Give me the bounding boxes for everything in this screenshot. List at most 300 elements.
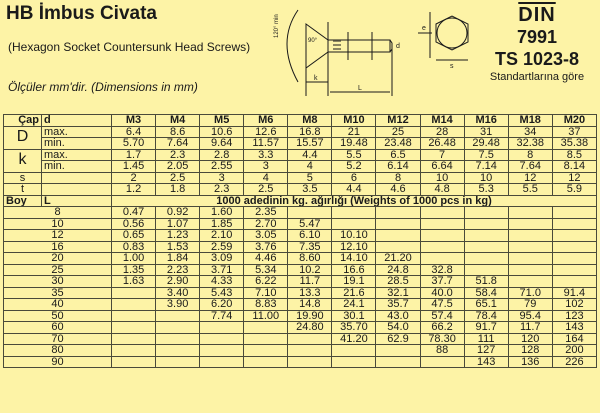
table-cell: 111 — [464, 333, 508, 345]
dimension-row — [4, 126, 597, 138]
table-cell: 26.48 — [420, 138, 464, 150]
table-cell: 4 — [244, 172, 288, 184]
table-cell — [552, 264, 596, 276]
length-value: 70 — [4, 333, 112, 345]
table-cell — [156, 310, 200, 322]
table-cell: 3 — [244, 161, 288, 173]
standard-block — [482, 4, 592, 84]
table-cell: 7 — [420, 149, 464, 161]
table-cell — [112, 345, 156, 357]
table-cell: 4.46 — [244, 253, 288, 265]
length-value: 20 — [4, 253, 112, 265]
dimensions-table — [3, 114, 597, 368]
table-cell: 1.7 — [112, 149, 156, 161]
ts-standard: TS 1023-8 — [494, 49, 580, 69]
table-cell: 66.2 — [420, 322, 464, 334]
table-cell: 32.38 — [508, 138, 552, 150]
table-cell — [376, 356, 420, 368]
table-cell: 2 — [112, 172, 156, 184]
table-cell: 5.2 — [332, 161, 376, 173]
table-cell: 34 — [508, 126, 552, 138]
table-cell — [464, 253, 508, 265]
table-cell: 24.8 — [376, 264, 420, 276]
table-cell: 10.6 — [200, 126, 244, 138]
d-label: d — [42, 115, 112, 127]
table-cell: 0.83 — [112, 241, 156, 253]
size-header: M6 — [244, 115, 288, 127]
table-cell: 29.48 — [464, 138, 508, 150]
length-value: 25 — [4, 264, 112, 276]
dimension-sub: min. — [42, 138, 112, 150]
table-cell — [244, 356, 288, 368]
table-cell: 1.53 — [156, 241, 200, 253]
table-row — [4, 276, 597, 288]
table-cell — [288, 356, 332, 368]
table-cell: 5.70 — [112, 138, 156, 150]
table-cell: 6.4 — [112, 126, 156, 138]
table-cell: 0.92 — [156, 207, 200, 219]
table-cell: 91.4 — [552, 287, 596, 299]
table-cell: 1.85 — [200, 218, 244, 230]
table-cell: 0.56 — [112, 218, 156, 230]
table-cell: 9.64 — [200, 138, 244, 150]
table-cell — [552, 207, 596, 219]
table-cell: 1.23 — [156, 230, 200, 242]
size-header: M20 — [552, 115, 596, 127]
table-cell — [552, 230, 596, 242]
table-cell: 2.3 — [200, 184, 244, 196]
page-title: HB İmbus Civata — [6, 3, 157, 24]
table-cell: 12.10 — [332, 241, 376, 253]
dimension-group: k — [4, 149, 42, 172]
table-cell: 31 — [464, 126, 508, 138]
table-cell — [508, 207, 552, 219]
table-cell: 8.5 — [552, 149, 596, 161]
table-cell: 79 — [508, 299, 552, 311]
table-row — [4, 230, 597, 242]
table-cell: 6.20 — [200, 299, 244, 311]
table-cell — [288, 345, 332, 357]
table-cell: 7.64 — [156, 138, 200, 150]
table-cell: 30.1 — [332, 310, 376, 322]
dimension-group: D — [4, 126, 42, 149]
table-cell — [376, 218, 420, 230]
table-cell: 2.23 — [156, 264, 200, 276]
table-cell — [464, 241, 508, 253]
table-cell: 28 — [420, 126, 464, 138]
table-cell: 11.7 — [508, 322, 552, 334]
table-cell — [552, 276, 596, 288]
table-cell — [112, 356, 156, 368]
table-cell — [200, 345, 244, 357]
size-header: M16 — [464, 115, 508, 127]
table-cell: 35.70 — [332, 322, 376, 334]
table-cell — [420, 356, 464, 368]
size-header: M12 — [376, 115, 420, 127]
table-cell: 3.5 — [288, 184, 332, 196]
table-cell: 7.74 — [200, 310, 244, 322]
table-cell: 28.5 — [376, 276, 420, 288]
table-cell: 12 — [508, 172, 552, 184]
table-cell — [420, 207, 464, 219]
table-cell: 1.07 — [156, 218, 200, 230]
dimension-sub — [42, 172, 112, 184]
table-cell — [332, 356, 376, 368]
L-label: L — [42, 195, 112, 207]
table-cell: 1.2 — [112, 184, 156, 196]
length-value: 35 — [4, 287, 112, 299]
table-cell — [288, 207, 332, 219]
table-cell — [508, 241, 552, 253]
cap-label: Çap — [4, 115, 42, 127]
table-cell: 164 — [552, 333, 596, 345]
length-value: 8 — [4, 207, 112, 219]
size-header: M18 — [508, 115, 552, 127]
screw-technical-drawing — [268, 2, 476, 98]
table-cell — [508, 230, 552, 242]
table-cell: 1.45 — [112, 161, 156, 173]
table-cell: 6.14 — [376, 161, 420, 173]
table-cell: 11.57 — [244, 138, 288, 150]
table-cell: 14.10 — [332, 253, 376, 265]
dimension-row — [4, 138, 597, 150]
table-cell: 0.65 — [112, 230, 156, 242]
table-cell: 1.00 — [112, 253, 156, 265]
table-cell: 11.7 — [288, 276, 332, 288]
table-cell — [552, 253, 596, 265]
table-cell: 5.9 — [552, 184, 596, 196]
size-header: M4 — [156, 115, 200, 127]
dimension-group: t — [4, 184, 42, 196]
table-cell — [420, 230, 464, 242]
L-label: L — [358, 85, 362, 92]
table-row — [4, 310, 597, 322]
table-cell: 5.47 — [288, 218, 332, 230]
table-cell: 8.14 — [552, 161, 596, 173]
table-cell: 47.5 — [420, 299, 464, 311]
dimension-sub: max. — [42, 126, 112, 138]
table-cell — [200, 322, 244, 334]
din-label: $\overline{DIN}$ — [518, 4, 556, 26]
table-cell — [376, 207, 420, 219]
table-cell — [156, 356, 200, 368]
table-cell: 3.40 — [156, 287, 200, 299]
weights-header-row — [4, 195, 597, 207]
table-cell — [112, 333, 156, 345]
table-cell: 4.8 — [420, 184, 464, 196]
table-cell: 1.84 — [156, 253, 200, 265]
table-cell — [332, 345, 376, 357]
e-label: e — [422, 25, 426, 32]
k-label: k — [314, 75, 318, 82]
table-cell: 71.0 — [508, 287, 552, 299]
s-label: s — [450, 63, 454, 70]
table-row — [4, 345, 597, 357]
table-cell: 8.6 — [156, 126, 200, 138]
length-value: 80 — [4, 345, 112, 357]
table-cell: 102 — [552, 299, 596, 311]
table-cell: 58.4 — [464, 287, 508, 299]
table-cell: 1.60 — [200, 207, 244, 219]
table-cell: 25 — [376, 126, 420, 138]
table-cell: 2.70 — [244, 218, 288, 230]
table-cell: 12.6 — [244, 126, 288, 138]
table-cell: 43.0 — [376, 310, 420, 322]
table-row — [4, 333, 597, 345]
table-cell: 57.4 — [420, 310, 464, 322]
table-cell: 2.05 — [156, 161, 200, 173]
table-cell: 1.8 — [156, 184, 200, 196]
table-cell — [200, 356, 244, 368]
table-cell: 32.8 — [420, 264, 464, 276]
table-cell: 3.76 — [244, 241, 288, 253]
table-cell: 7.64 — [508, 161, 552, 173]
table-cell: 0.47 — [112, 207, 156, 219]
table-cell: 7.14 — [464, 161, 508, 173]
table-cell — [244, 322, 288, 334]
table-cell — [420, 241, 464, 253]
table-cell: 143 — [464, 356, 508, 368]
table-cell: 127 — [464, 345, 508, 357]
table-cell: 4.4 — [332, 184, 376, 196]
din-number: 7991 — [516, 27, 558, 47]
table-cell: 24.1 — [332, 299, 376, 311]
table-row — [4, 253, 597, 265]
table-cell: 3.3 — [244, 149, 288, 161]
length-value: 12 — [4, 230, 112, 242]
table-cell: 2.55 — [200, 161, 244, 173]
table-cell — [464, 218, 508, 230]
table-cell: 5.34 — [244, 264, 288, 276]
table-cell: 2.3 — [156, 149, 200, 161]
table-cell — [112, 310, 156, 322]
table-cell: 78.4 — [464, 310, 508, 322]
table-cell: 15.57 — [288, 138, 332, 150]
dimension-row — [4, 149, 597, 161]
size-header: M14 — [420, 115, 464, 127]
table-cell — [156, 322, 200, 334]
table-cell: 19.1 — [332, 276, 376, 288]
table-cell: 7.5 — [464, 149, 508, 161]
table-cell — [508, 253, 552, 265]
table-cell: 3.05 — [244, 230, 288, 242]
table-cell: 32.1 — [376, 287, 420, 299]
table-cell: 37 — [552, 126, 596, 138]
table-cell: 10 — [464, 172, 508, 184]
table-cell — [552, 218, 596, 230]
table-cell: 143 — [552, 322, 596, 334]
table-cell: 5.3 — [464, 184, 508, 196]
table-cell: 4.33 — [200, 276, 244, 288]
table-cell: 21.20 — [376, 253, 420, 265]
table-cell — [420, 253, 464, 265]
table-cell: 6.10 — [288, 230, 332, 242]
table-cell: 35.38 — [552, 138, 596, 150]
table-cell: 16.6 — [332, 264, 376, 276]
table-cell: 7.10 — [244, 287, 288, 299]
table-cell: 21.6 — [332, 287, 376, 299]
table-cell: 19.90 — [288, 310, 332, 322]
table-cell: 65.1 — [464, 299, 508, 311]
table-cell: 2.59 — [200, 241, 244, 253]
size-header: M5 — [200, 115, 244, 127]
table-cell — [112, 287, 156, 299]
table-cell — [420, 218, 464, 230]
table-cell: 13.3 — [288, 287, 332, 299]
size-header: M10 — [332, 115, 376, 127]
table-cell: 6.5 — [376, 149, 420, 161]
length-value: 16 — [4, 241, 112, 253]
dimension-sub: max. — [42, 149, 112, 161]
table-cell: 200 — [552, 345, 596, 357]
table-cell: 24.80 — [288, 322, 332, 334]
units-note: Ölçüler mm'dir. (Dimensions in mm) — [8, 80, 198, 94]
table-cell: 2.90 — [156, 276, 200, 288]
table-cell: 1.35 — [112, 264, 156, 276]
table-cell: 4.6 — [376, 184, 420, 196]
table-cell — [464, 230, 508, 242]
table-row — [4, 218, 597, 230]
size-header-row — [4, 115, 597, 127]
header — [0, 0, 600, 112]
table-cell — [332, 218, 376, 230]
table-cell — [332, 207, 376, 219]
table-cell: 120 — [508, 333, 552, 345]
table-cell: 10 — [420, 172, 464, 184]
angle-label: 120° min — [274, 14, 280, 38]
table-cell: 4.4 — [288, 149, 332, 161]
table-cell: 10.2 — [288, 264, 332, 276]
table-cell: 3.09 — [200, 253, 244, 265]
table-cell — [112, 322, 156, 334]
length-value: 30 — [4, 276, 112, 288]
dimension-sub: min. — [42, 161, 112, 173]
table-cell: 136 — [508, 356, 552, 368]
table-cell: 8 — [508, 149, 552, 161]
table-cell: 3 — [200, 172, 244, 184]
table-cell: 2.5 — [156, 172, 200, 184]
table-cell — [112, 299, 156, 311]
standard-note: Standartlarına göre — [489, 71, 585, 83]
table-cell: 78.30 — [420, 333, 464, 345]
table-cell: 5.5 — [332, 149, 376, 161]
table-cell: 4 — [288, 161, 332, 173]
table-row — [4, 287, 597, 299]
length-value: 60 — [4, 322, 112, 334]
length-value: 10 — [4, 218, 112, 230]
table-cell: 2.10 — [200, 230, 244, 242]
table-cell: 88 — [420, 345, 464, 357]
table-cell: 95.4 — [508, 310, 552, 322]
table-cell — [376, 241, 420, 253]
dimension-sub — [42, 184, 112, 196]
table-cell: 3.71 — [200, 264, 244, 276]
table-cell — [376, 345, 420, 357]
table-cell: 23.48 — [376, 138, 420, 150]
table-row — [4, 356, 597, 368]
table-cell — [508, 276, 552, 288]
table-cell: 8.83 — [244, 299, 288, 311]
table-cell: 5.43 — [200, 287, 244, 299]
table-cell: 1.63 — [112, 276, 156, 288]
table-row — [4, 264, 597, 276]
table-cell: 12 — [552, 172, 596, 184]
table-cell: 5.5 — [508, 184, 552, 196]
cone-label: 90° — [308, 38, 318, 44]
table-cell — [464, 207, 508, 219]
table-cell — [508, 218, 552, 230]
length-value: 50 — [4, 310, 112, 322]
table-cell — [508, 264, 552, 276]
table-cell: 2.5 — [244, 184, 288, 196]
size-header: M8 — [288, 115, 332, 127]
table-cell: 226 — [552, 356, 596, 368]
weights-heading: 1000 adedinin kg. ağırlığı (Weights of 1000 pcs in kg) — [112, 195, 597, 207]
table-cell: 123 — [552, 310, 596, 322]
table-row — [4, 299, 597, 311]
dimension-row — [4, 161, 597, 173]
table-cell: 3.90 — [156, 299, 200, 311]
table-cell: 2.8 — [200, 149, 244, 161]
table-cell — [156, 345, 200, 357]
table-cell: 54.0 — [376, 322, 420, 334]
size-header: M3 — [112, 115, 156, 127]
length-value: 40 — [4, 299, 112, 311]
table-cell — [552, 241, 596, 253]
table-cell: 8.60 — [288, 253, 332, 265]
table-cell: 14.8 — [288, 299, 332, 311]
table-cell: 6.64 — [420, 161, 464, 173]
table-cell: 5 — [288, 172, 332, 184]
dimension-row — [4, 172, 597, 184]
table-cell — [244, 333, 288, 345]
table-row — [4, 322, 597, 334]
table-cell: 41.20 — [332, 333, 376, 345]
table-cell: 11.00 — [244, 310, 288, 322]
table-cell: 128 — [508, 345, 552, 357]
table-row — [4, 241, 597, 253]
table-cell: 62.9 — [376, 333, 420, 345]
table-cell: 16.8 — [288, 126, 332, 138]
table-cell — [464, 264, 508, 276]
dimension-row — [4, 184, 597, 196]
table-row — [4, 207, 597, 219]
table-cell: 2.35 — [244, 207, 288, 219]
table-cell: 21 — [332, 126, 376, 138]
table-cell: 51.8 — [464, 276, 508, 288]
table-cell: 19.48 — [332, 138, 376, 150]
table-cell: 6.22 — [244, 276, 288, 288]
table-cell: 8 — [376, 172, 420, 184]
d-label: d — [396, 43, 400, 50]
table-cell: 40.0 — [420, 287, 464, 299]
table-cell: 91.7 — [464, 322, 508, 334]
table-cell — [156, 333, 200, 345]
table-cell: 10.10 — [332, 230, 376, 242]
boy-label: Boy — [4, 195, 42, 207]
table-cell — [200, 333, 244, 345]
table-cell — [376, 230, 420, 242]
table-cell: 6 — [332, 172, 376, 184]
page-subtitle: (Hexagon Socket Countersunk Head Screws) — [8, 40, 251, 54]
table-cell — [288, 333, 332, 345]
table-cell — [244, 345, 288, 357]
dimension-group: s — [4, 172, 42, 184]
table-cell: 35.7 — [376, 299, 420, 311]
length-value: 90 — [4, 356, 112, 368]
table-cell: 7.35 — [288, 241, 332, 253]
table-cell: 37.7 — [420, 276, 464, 288]
